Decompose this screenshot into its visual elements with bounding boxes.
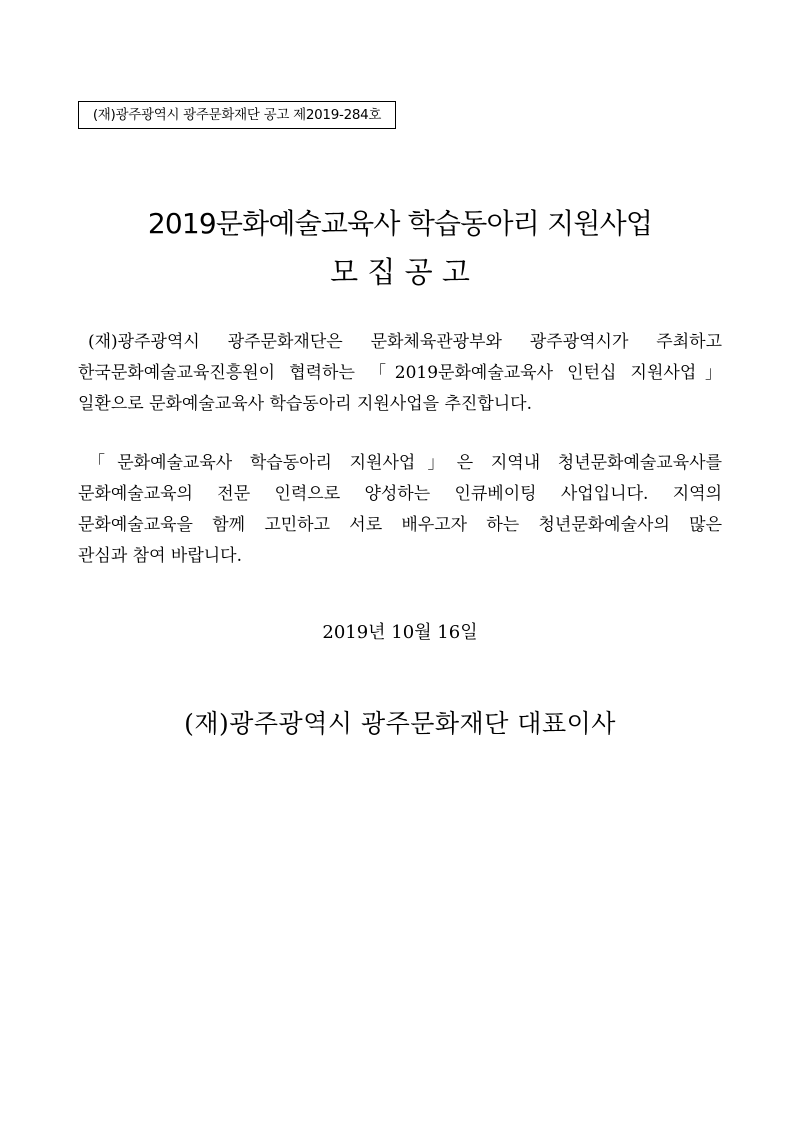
paragraph-line: 문화예술교육을 함께 고민하고 서로 배우고자 하는 청년문화예술사의 많은 bbox=[78, 515, 722, 535]
notice-number-box bbox=[78, 101, 396, 129]
paragraph-line: 「문화예술교육사 학습동아리 지원사업」은 지역내 청년문화예술교육사를 bbox=[88, 453, 722, 473]
paragraph-line: 한국문화예술교육진흥원이 협력하는 「2019문화예술교육사 인턴십 지원사업」 bbox=[78, 363, 722, 383]
paragraph-intro bbox=[78, 327, 722, 420]
paragraph-description bbox=[78, 448, 722, 572]
notice-number: (재)광주광역시 광주문화재단 공고 제2019-284호 bbox=[92, 107, 382, 123]
document-title: 2019문화예술교육사 학습동아리 지원사업 bbox=[147, 207, 653, 240]
paragraph-line: 일환으로 문화예술교육사 학습동아리 지원사업을 추진합니다. bbox=[78, 394, 532, 414]
paragraph-line: 관심과 참여 바랍니다. bbox=[78, 546, 243, 566]
paragraph-line: (재)광주광역시 광주문화재단은 문화체육관광부와 광주광역시가 주최하고 bbox=[88, 332, 722, 352]
notice-date: 2019년 10월 16일 bbox=[322, 622, 478, 643]
paragraph-line: 문화예술교육의 전문 인력으로 양성하는 인큐베이팅 사업입니다. 지역의 bbox=[78, 484, 722, 504]
issuer-signature: (재)광주광역시 광주문화재단 대표이사 bbox=[184, 709, 616, 738]
document-subtitle: 모 집 공 고 bbox=[330, 255, 470, 289]
